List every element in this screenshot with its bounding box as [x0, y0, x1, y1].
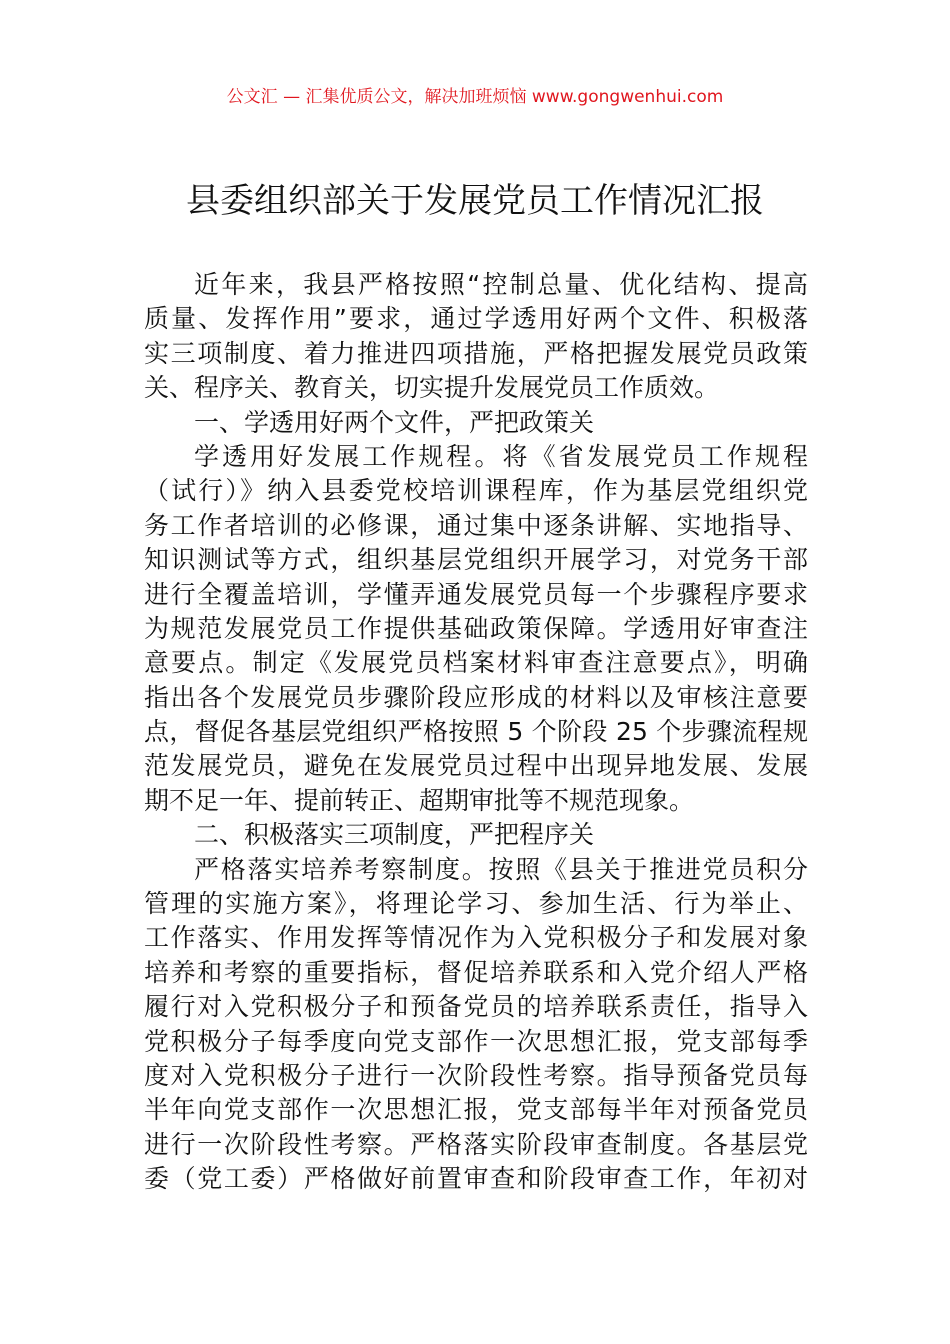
- paragraph-section-2: [144, 853, 808, 1197]
- text-line: 实三项制度、着力推进四项措施，严格把握发展党员政策: [144, 338, 808, 368]
- section-heading: 一、学透用好两个文件，严把政策关: [194, 407, 595, 437]
- text-line: 严格落实培养考察制度。按照《县关于推进党员积分: [194, 854, 808, 884]
- text-line: 务工作者培训的必修课，通过集中逐条讲解、实地指导、: [144, 510, 808, 540]
- text-line: 关、程序关、教育关，切实提升发展党员工作质效。: [144, 373, 720, 403]
- text-line: 学透用好发展工作规程。将《省发展党员工作规程: [194, 441, 808, 471]
- section-heading-1: [144, 406, 808, 440]
- text-line: 意要点。制定《发展党员档案材料审查注意要点》，明确: [144, 648, 808, 678]
- paragraph-section-1: [144, 440, 808, 818]
- text-line: 管理的实施方案》，将理论学习、参加生活、行为举止、: [144, 889, 808, 919]
- document-title: 县委组织部关于发展党员工作情况汇报: [186, 181, 764, 221]
- text-line: 履行对入党积极分子和预备党员的培养联系责任，指导入: [144, 992, 808, 1022]
- text-line: 进行一次阶段性考察。严格落实阶段审查制度。各基层党: [144, 1129, 808, 1159]
- text-line: 为规范发展党员工作提供基础政策保障。学透用好审查注: [144, 613, 808, 643]
- text-line: 培养和考察的重要指标，督促培养联系和入党介绍人严格: [144, 957, 808, 987]
- text-line: 指出各个发展党员步骤阶段应形成的材料以及审核注意要: [144, 682, 808, 712]
- text-line: 工作落实、作用发挥等情况作为入党积极分子和发展对象: [144, 923, 808, 953]
- text-line: 近年来，我县严格按照“控制总量、优化结构、提高: [194, 270, 808, 299]
- section-heading-2: [144, 818, 808, 852]
- text-line: 点，督促各基层党组织严格按照 5 个阶段 25 个步骤流程规: [144, 717, 808, 747]
- text-line: 委（党工委）严格做好前置审查和阶段审查工作，年初对: [144, 1164, 808, 1194]
- header-banner: 公文汇 — 汇集优质公文，解决加班烦恼 www.gongwenhui.com: [226, 87, 724, 107]
- text-line: 党积极分子每季度向党支部作一次思想汇报，党支部每季: [144, 1026, 808, 1056]
- text-line: 进行全覆盖培训，学懂弄通发展党员每一个步骤程序要求: [144, 579, 808, 609]
- text-line: 范发展党员，避免在发展党员过程中出现异地发展、发展: [144, 751, 808, 781]
- text-line: 知识测试等方式，组织基层党组织开展学习，对党务干部: [144, 545, 808, 575]
- document-body: [144, 268, 808, 1197]
- text-line: 半年向党支部作一次思想汇报，党支部每半年对预备党员: [144, 1095, 808, 1125]
- text-line: 度对入党积极分子进行一次阶段性考察。指导预备党员每: [144, 1060, 808, 1090]
- text-line: 质量、发挥作用”要求，通过学透用好两个文件、积极落: [144, 304, 808, 334]
- section-heading: 二、积极落实三项制度，严把程序关: [194, 820, 595, 850]
- text-line: 期不足一年、提前转正、超期审批等不规范现象。: [144, 785, 695, 815]
- text-line: （试行）》纳入县委党校培训课程库，作为基层党组织党: [144, 476, 808, 506]
- paragraph-intro: [144, 268, 808, 406]
